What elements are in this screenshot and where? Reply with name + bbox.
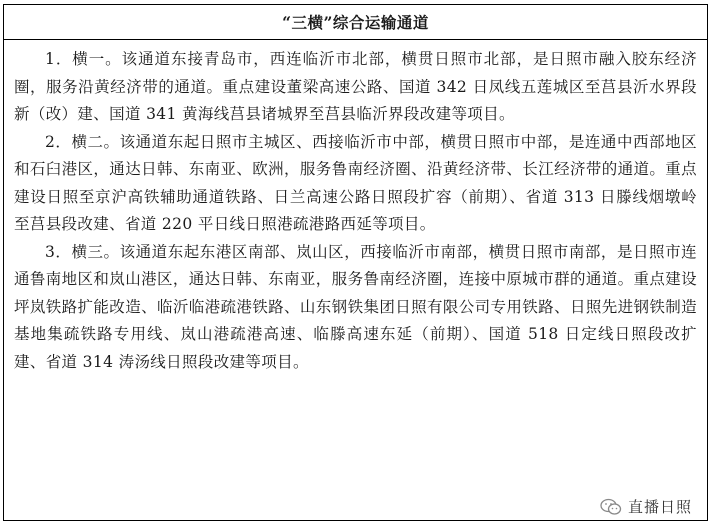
transport-corridor-table <box>3 4 708 521</box>
table-title: “三横”综合运输通道 <box>4 5 707 40</box>
table-body <box>4 40 707 376</box>
wechat-icon <box>600 498 622 516</box>
paragraph-heng-3: 3．横三。该通道东起东港区南部、岚山区，西接临沂市南部，横贯日照市南部，是日照市连通鲁南地区和岚山港区，通达日韩、东南亚，服务鲁南经济圈，连接中原城市群的通道。重点建设坪岚铁路扩能改造、临沂临港疏港铁路、山东钢铁集团日照有限公司专用铁路、日照先进钢铁制造基地集疏铁路专用线、岚山港疏港高速、临滕高速东延（前期）、国道 518 日定线日照段改扩建、省道 314 涛汤线日照段改建等项目。 <box>14 242 697 371</box>
watermark-text: 直播日照 <box>627 498 692 516</box>
paragraph-heng-2: 2．横二。该通道东起日照市主城区、西接临沂市中部，横贯日照市中部，是连通中西部地区和石臼港区，通达日韩、东南亚、欧洲，服务鲁南经济圈、沿黄经济带、长江经济带的通道。重点建设日照至京沪高铁辅助通道铁路、日兰高速公路日照段扩容（前期）、省道 313 日滕线烟墩岭至莒县段改建、省道 220 平日线日照港疏港路西延等项目。 <box>14 132 697 233</box>
paragraph-heng-1: 1．横一。该通道东接青岛市，西连临沂市北部，横贯日照市北部，是日照市融入胶东经济圈，服务沿黄经济带的通道。重点建设董梁高速公路、国道 342 日凤线五莲城区至莒县沂水界段新（改）建、国道 341 黄海线莒县诸城界至莒县临沂界段改建等项目。 <box>14 50 697 123</box>
source-watermark <box>596 495 696 518</box>
